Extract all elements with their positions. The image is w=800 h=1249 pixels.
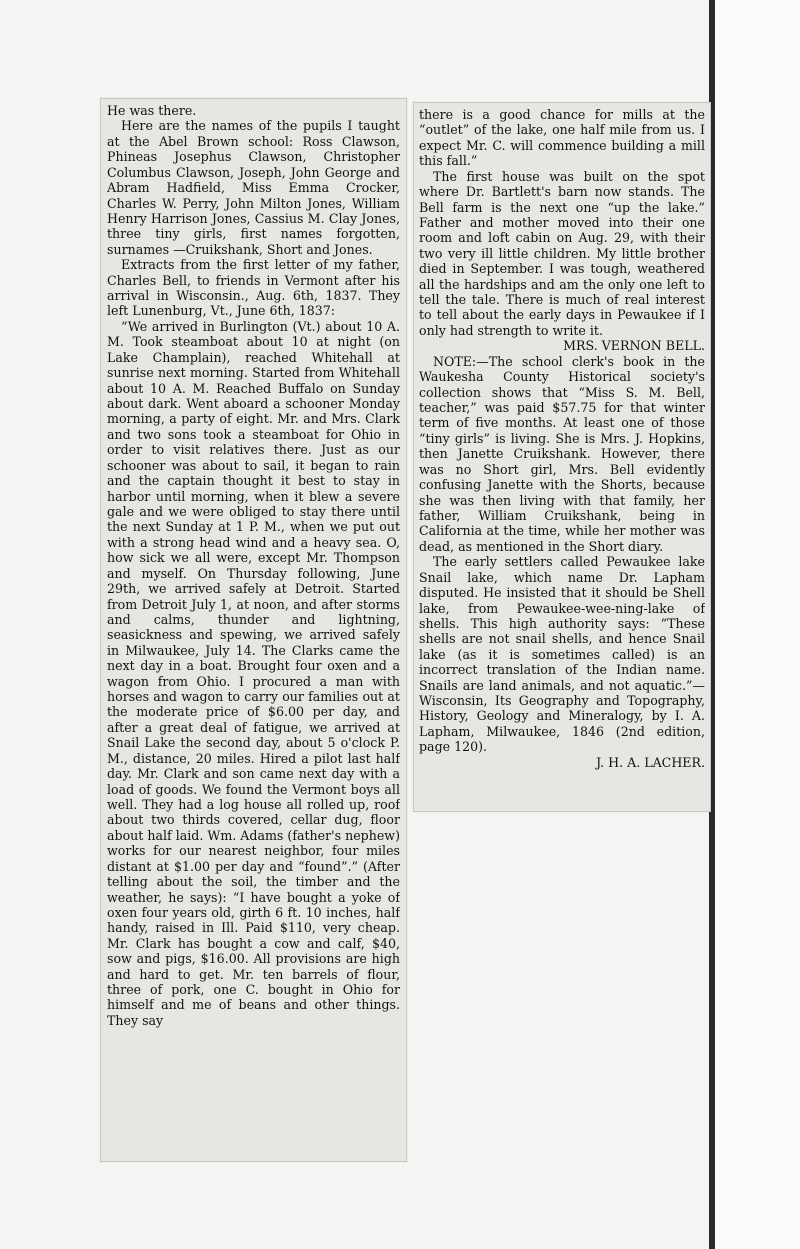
signature-vernon-bell: MRS. VERNON BELL.	[563, 338, 705, 354]
newspaper-clipping-right	[413, 102, 711, 812]
paragraph: “We arrived in Burlington (Vt.) about 10 A. M. Took steamboat about 10 at night (on Lake Champlain), reached Whitehall at sunrise next morning. Started from Whitehall about 10 A. M. Reached Buffalo on Sunday about dark. Went aboard a schooner Monday morning, a party of eight. Mr. and Mrs. Clark and two sons took a steamboat for Ohio in order to visit relatives there. Just as our schooner was about to sail, it began to rain and the captain thought it best to stay in harbor until morning, when it blew a severe gale and we were obliged to stay there until the next Sunday at 1 P. M., when we put out with a strong head wind and a heavy sea. O, how sick we all were, except Mr. Thompson and myself. On Thursday following, June 29th, we arrived safely at Detroit. Started from Detroit July 1, at noon, and after storms and calms, thunder and lightning, seasickness and spewing, we arrived safely in Milwaukee, July 14. The Clarks came the next day in a boat. Brought four oxen and a wagon from Ohio. I procured a man with horses and wagon to carry our families out at the moderate price of $6.00 per day, and after a great deal of fatigue, we arrived at Snail Lake the second day, about 5 o'clock P. M., distance, 20 miles. Hired a pilot last half day. Mr. Clark and son came next day with a load of goods. We found the Vermont boys all well. They had a log house all rolled up, roof about two thirds covered, cellar dug, floor about half laid. Wm. Adams (father's nephew) works for our nearest neighbor, four miles distant at $1.00 per day and “found”.” (After telling about the soil, the timber and the weather, he says): “I have bought a yoke of oxen four years old, girth 6 ft. 10 inches, half handy, raised in Ill. Paid $110, very cheap. Mr. Clark has bought a cow and calf, $40, sow and pigs, $16.00. All provisions are high and hard to get. Mr. ten barrels of flour, three of pork, one C. bought in Ohio for himself and me of beans and other things. They say	[107, 318, 400, 1028]
page-right-margin	[715, 0, 800, 1249]
paragraph: The early settlers called Pewaukee lake Snail lake, which name Dr. Lapham disputed. He insisted that it should be Shell lake, from Pewaukee-wee-ning-lake of shells. This high authority says: “These shells are not snail shells, and hence Snail lake (as it is sometimes called) is an incorrect translation of the Indian name. Snails are land animals, and not aquatic.”—Wisconsin, Its Geography and Topography, History, Geology and Mineralogy, by I. A. Lapham, Milwaukee, 1846 (2nd edition, page 120).	[419, 554, 705, 755]
paragraph: NOTE:—The school clerk's book in the Waukesha County Historical society's collection shows that “Miss S. M. Bell, teacher,” was paid $57.75 for that winter term of five months. At least one of those “tiny girls” is living. She is Mrs. J. Hopkins, then Janette Cruikshank. However, there was no Short girl, Mrs. Bell evidently confusing Janette with the Shorts, because she was then living with that family, her father, William Cruikshank, being in California at the time, while her mother was dead, as mentioned in the Short diary.	[419, 353, 705, 554]
left-column-text	[107, 103, 400, 1157]
newspaper-clipping-left	[100, 98, 407, 1162]
right-column-text	[419, 107, 705, 807]
signature-lacher: J. H. A. LACHER.	[596, 754, 705, 770]
paragraph: He was there.	[107, 103, 197, 118]
paragraph: there is a good chance for mills at the “outlet” of the lake, one half mile from us. I expect Mr. C. will commence building a mill this fall.”	[419, 107, 705, 169]
paragraph: The first house was built on the spot where Dr. Bartlett's barn now stands. The Bell farm is the next one “up the lake.” Father and mother moved into their one room and loft cabin on Aug. 29, with their two very ill little children. My little brother died in September. I was tough, weathered all the hardships and am the only one left to tell the tale. There is much of real interest to tell about the early days in Pewaukee if I only had strength to write it.	[419, 168, 705, 338]
paragraph: Extracts from the first letter of my father, Charles Bell, to friends in Vermont after his arrival in Wisconsin., Aug. 6th, 1837. They left Lunenburg, Vt., June 6th, 1837:	[107, 257, 400, 319]
paragraph: Here are the names of the pupils I taught at the Abel Brown school: Ross Clawson, Phineas Josephus Clawson, Christopher Columbus Clawson, Joseph, John George and Abram Hadfield, Miss Emma Crocker, Charles W. Perry, John Milton Jones, William Henry Harrison Jones, Cassius M. Clay Jones, three tiny girls, first names forgotten, surnames —Cruikshank, Short and Jones.	[107, 118, 400, 257]
